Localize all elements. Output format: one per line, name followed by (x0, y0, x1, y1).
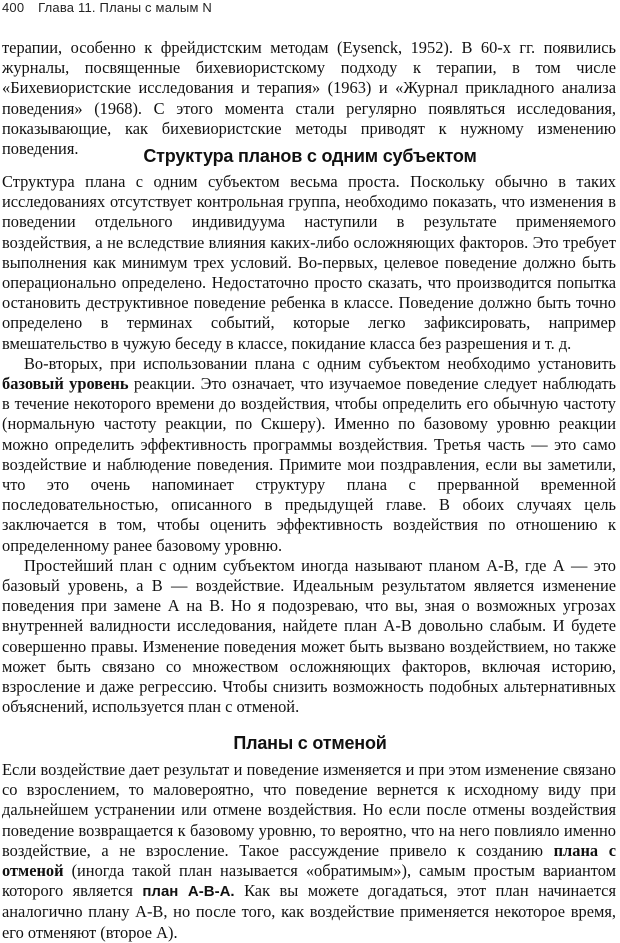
section-structure-body (2, 172, 616, 717)
paragraph-withdrawal (2, 760, 616, 943)
term-aba-plan: план А-В-А. (142, 883, 235, 901)
chapter-title: Глава 11. Планы с малым N (38, 0, 212, 15)
section-heading-structure: Структура планов с одним субъектом (143, 146, 477, 166)
term-baseline: базовый уровень (2, 374, 129, 394)
paragraph-structure: Структура плана с одним субъектом весьма проста. Поскольку обычно в таких исследованиях отсутствует контрольная группа, необходимо показать, что изменения в поведении отдельного индивидуума наступили в результате применяемого воздействия, а не вследствие влияния каких-либо осложняющих факторов. Это требует выполнения как минимум трех условий. Во-первых, целевое поведение должно быть операционально определено. Недостаточно просто сказать, что производится попытка остановить деструктивное поведение ребенка в классе. Поведение должно быть точно определено в терминах событий, которые легко зафиксировать, например вмешательство в чужую беседу в классе, покидание класса без разрешения и т. д. (2, 172, 616, 353)
text-run: Как вы можете догадаться, этот план начинается аналогично плану А-В, но после того, как воздействие применяется некоторое время, его отменяют (второе А). (2, 881, 616, 942)
text-run: Во-вторых, при использовании плана с одним субъектом необходимо установить (24, 353, 616, 373)
paragraph-baseline (2, 354, 616, 556)
text-run: (иногда такой план называется «обратимым»), самым простым вариантом которого является (2, 861, 616, 901)
text-run: Если воздействие дает результат и поведение изменяется и при этом изменение связано со взрослением, то маловероятно, что поведение вернется к исходному виду при дальнейшем устранении или отмене воздействия. Но если после отмены воздействия поведение возвращается к базовому уровню, то вероятно, что на него повлияло именно воздействие, а не взросление. Такое рассуждение привело к созданию (2, 760, 616, 860)
text-run: реакции. Это означает, что изучаемое поведение следует наблюдать в течение некоторого времени до воздействия, чтобы определить его обычную частоту (нормальную частоту реакции, по Скшеру). Именно по базовому уровню реакции можно определить эффективность программы воздействия. Третья часть — это само воздействие и наблюдение поведения. Примите мои поздравления, если вы заметили, что это очень напоминает структуру плана с прерванной временной последовательностью, описанного в предыдущей главе. В обоих случаях цель заключается в том, чтобы оценить эффективность воздействия по отношению к определенному ранее базовому уровню. (2, 374, 617, 555)
paragraph-intro: терапии, особенно к фрейдистским методам (Eysenck, 1952). В 60-х гг. появились журналы, посвященные бихевиористскому подходу к терапии, в том числе «Бихевиористские исследования и терапия» (1963) и «Журнал прикладного анализа поведения» (1968). С этого момента стали регулярно появляться исследования, показывающие, как бихевиористские методы приводят к нужному изменению поведения. (2, 38, 616, 159)
term-withdrawal-plan: плана с отменой (2, 840, 616, 881)
running-header (2, 0, 212, 15)
paragraph-ab-plan: Простейший план с одним субъектом иногда называют планом А-В, где А — это базовый уровень, а В — воздействие. Идеальным результатом является изменение поведения при замене А на В. Но я подозреваю, что вы, зная о возможных угрозах внутренней валидности исследования, найдете план А-В довольно слабым. И будете совершенно правы. Изменение поведения может быть вызвано воздействием, но также может быть связано со множеством осложняющих факторов, включая историю, взросление и даже регрессию. Чтобы снизить возможность подобных альтернативных объяснений, используется план с отменой. (2, 555, 616, 717)
section-heading-withdrawal: Планы с отменой (233, 733, 387, 753)
page-number: 400 (2, 0, 25, 15)
